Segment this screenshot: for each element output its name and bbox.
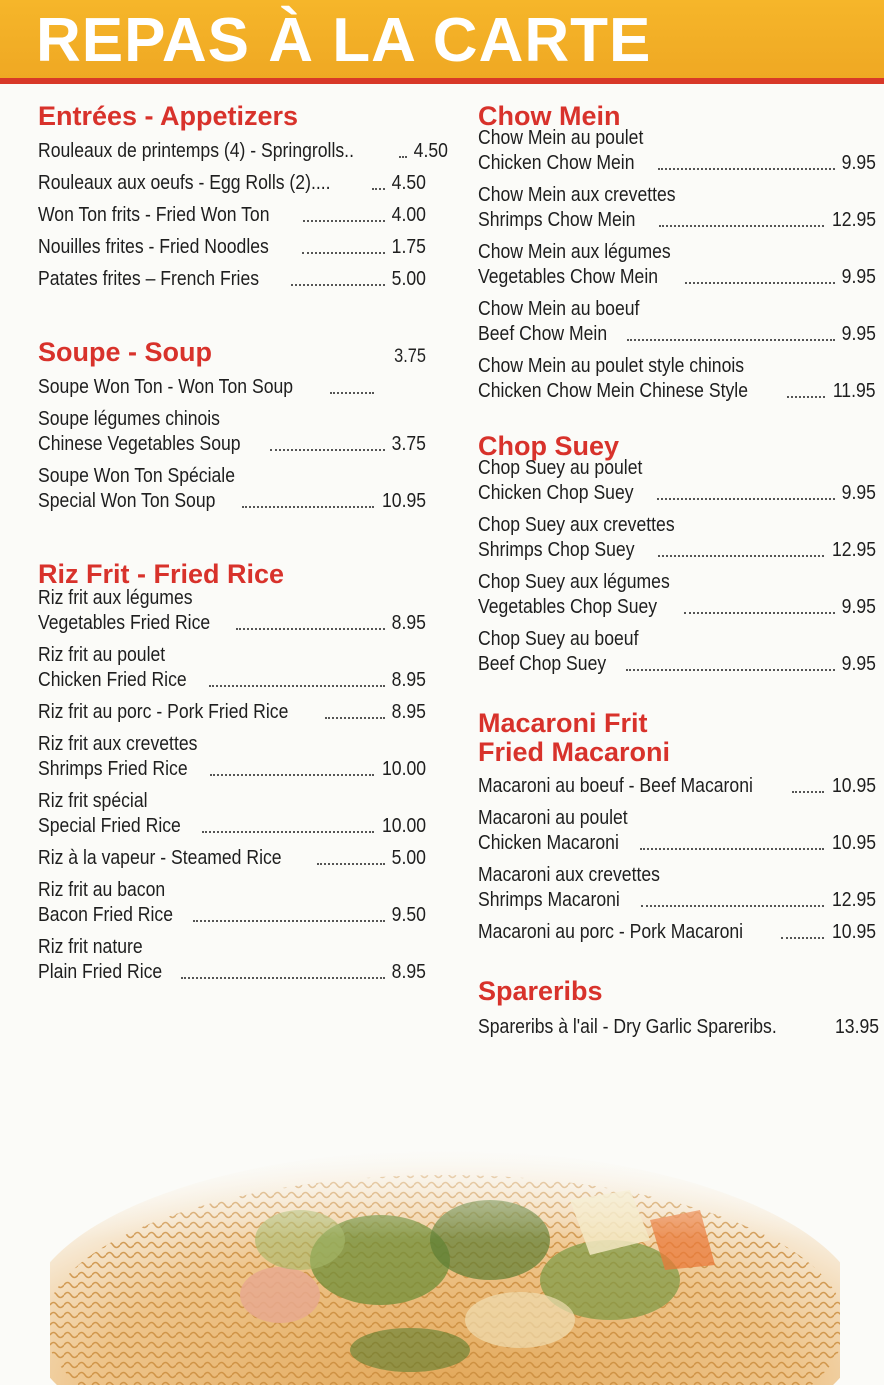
item-name: Special Won Ton Soup xyxy=(38,490,216,512)
menu-item xyxy=(38,878,426,928)
menu-item xyxy=(478,570,876,620)
item-name-fr: Chop Suey au boeuf xyxy=(478,628,639,650)
item-name-fr: Riz frit aux légumes xyxy=(38,587,193,609)
leader-dots xyxy=(209,685,385,687)
menu-item xyxy=(38,171,426,196)
item-name-fr: Riz frit nature xyxy=(38,936,143,958)
menu-item xyxy=(38,586,426,636)
item-price: 4.00 xyxy=(391,204,426,226)
leader-dots xyxy=(658,168,835,170)
item-name-fr: Riz frit au bacon xyxy=(38,879,166,901)
item-name: Chicken Chow Mein Chinese Style xyxy=(478,380,748,402)
leader-dots xyxy=(659,225,824,227)
item-name-fr: Soupe Won Ton Spéciale xyxy=(38,465,236,487)
menu-item xyxy=(478,456,876,506)
leader-dots xyxy=(193,920,385,922)
leader-dots xyxy=(787,396,826,398)
item-price: 8.95 xyxy=(391,669,426,691)
item-price: 13.95 xyxy=(835,1016,880,1038)
item-name-fr: Chow Mein aux légumes xyxy=(478,241,671,263)
menu-items xyxy=(478,774,876,945)
item-price: 8.95 xyxy=(391,701,426,723)
leader-dots xyxy=(684,612,836,614)
item-name: Beef Chow Mein xyxy=(478,323,608,345)
item-price: 5.00 xyxy=(391,268,426,290)
menu-items xyxy=(38,586,426,985)
item-name: Shrimps Chop Suey xyxy=(478,539,635,561)
leader-dots xyxy=(781,937,824,939)
item-price: 10.95 xyxy=(831,921,876,943)
item-name-fr: Chow Mein aux crevettes xyxy=(478,184,676,206)
menu-item xyxy=(478,126,876,176)
item-name: Rouleaux aux oeufs - Egg Rolls (2).... xyxy=(38,172,331,194)
item-price: 8.95 xyxy=(391,612,426,634)
item-name-fr: Riz frit au poulet xyxy=(38,644,166,666)
noodle-dish-illustration xyxy=(50,1120,840,1385)
item-name: Shrimps Chow Mein xyxy=(478,209,636,231)
item-price: 9.95 xyxy=(841,323,876,345)
leader-dots xyxy=(302,252,385,254)
leader-dots xyxy=(181,977,385,979)
item-price: 10.00 xyxy=(381,815,426,837)
section-title xyxy=(478,709,670,767)
item-price: 10.95 xyxy=(831,832,876,854)
section-title: Entrées - Appetizers xyxy=(38,101,299,131)
item-price: 3.75 xyxy=(391,433,426,455)
menu-item xyxy=(38,139,448,164)
item-name: Macaroni au boeuf - Beef Macaroni xyxy=(478,775,753,797)
item-name: Rouleaux de printemps (4) - Springrolls.. xyxy=(38,140,354,162)
menu-item xyxy=(38,464,426,514)
menu-item xyxy=(38,407,426,457)
item-name: Shrimps Macaroni xyxy=(478,889,620,911)
item-price: 10.95 xyxy=(381,490,426,512)
item-name-fr: Chow Mein au poulet xyxy=(478,127,644,149)
item-price: 8.95 xyxy=(391,961,426,983)
item-price: 9.95 xyxy=(841,152,876,174)
section-spareribs xyxy=(478,975,880,1040)
item-name: Macaroni au porc - Pork Macaroni xyxy=(478,921,744,943)
item-name-fr: Chop Suey aux crevettes xyxy=(478,514,675,536)
item-name: Won Ton frits - Fried Won Ton xyxy=(38,204,270,226)
leader-dots xyxy=(657,498,835,500)
item-price: 5.00 xyxy=(391,847,426,869)
menu-item xyxy=(478,1015,880,1040)
item-price: 11.95 xyxy=(833,380,876,402)
item-name: Chicken Chow Mein xyxy=(478,152,635,174)
section-chow-mein xyxy=(478,100,876,404)
item-price: 10.00 xyxy=(381,758,426,780)
section-macaroni xyxy=(478,709,876,945)
item-name: Riz à la vapeur - Steamed Rice xyxy=(38,847,282,869)
menu-item xyxy=(478,863,876,913)
item-name-fr: Soupe légumes chinois xyxy=(38,408,220,430)
item-name-fr: Chow Mein au poulet style chinois xyxy=(478,355,745,377)
item-name: Riz frit au porc - Pork Fried Rice xyxy=(38,701,289,723)
section-title: Chow Mein xyxy=(478,101,621,131)
item-name-fr: Chow Mein au boeuf xyxy=(478,298,640,320)
item-name: Chicken Macaroni xyxy=(478,832,619,854)
left-column xyxy=(38,100,448,985)
item-price: 4.50 xyxy=(391,172,426,194)
menu-item xyxy=(38,643,426,693)
menu-item xyxy=(38,375,426,400)
section-title: Chop Suey xyxy=(478,431,620,461)
menu-item xyxy=(478,240,876,290)
menu-item xyxy=(478,297,876,347)
menu-item xyxy=(38,700,426,725)
item-name: Beef Chop Suey xyxy=(478,653,607,675)
item-name-fr: Macaroni au poulet xyxy=(478,807,628,829)
item-name: Soupe Won Ton - Won Ton Soup xyxy=(38,376,294,398)
menu-item xyxy=(478,183,876,233)
item-name-fr: Riz frit spécial xyxy=(38,790,148,812)
section-soup xyxy=(38,336,426,514)
item-price: 12.95 xyxy=(831,889,876,911)
leader-dots xyxy=(236,628,385,630)
item-name: Chicken Fried Rice xyxy=(38,669,187,691)
item-name-fr: Chop Suey au poulet xyxy=(478,457,643,479)
menu-item xyxy=(478,354,876,404)
leader-dots xyxy=(640,848,824,850)
item-price: 9.95 xyxy=(841,596,876,618)
item-name: Bacon Fried Rice xyxy=(38,904,173,926)
section-appetizers xyxy=(38,100,448,292)
item-name: Spareribs à l'ail - Dry Garlic Spareribs. xyxy=(478,1016,777,1038)
leader-dots xyxy=(242,506,374,508)
leader-dots xyxy=(291,284,385,286)
item-name: Chicken Chop Suey xyxy=(478,482,634,504)
item-name-fr: Riz frit aux crevettes xyxy=(38,733,198,755)
menu-item xyxy=(38,732,426,782)
leader-dots xyxy=(627,339,835,341)
item-name-fr: Chop Suey aux légumes xyxy=(478,571,670,593)
leader-dots xyxy=(626,669,835,671)
leader-dots xyxy=(658,555,824,557)
item-name-fr: Macaroni aux crevettes xyxy=(478,864,660,886)
item-price: 4.50 xyxy=(413,140,448,162)
leader-dots xyxy=(325,717,386,719)
leader-dots xyxy=(303,220,385,222)
section-title: Spareribs xyxy=(478,976,603,1006)
item-name: Vegetables Fried Rice xyxy=(38,612,211,634)
section-title: Soupe - Soup xyxy=(38,337,212,367)
section-fried-rice xyxy=(38,558,426,985)
menu-item xyxy=(478,627,876,677)
leader-dots xyxy=(372,188,385,190)
menu-item xyxy=(478,513,876,563)
page-title: REPAS À LA CARTE xyxy=(36,6,652,75)
section-price: 3.75 xyxy=(394,346,426,367)
leader-dots xyxy=(685,282,835,284)
section-chop-suey xyxy=(478,430,876,677)
item-name: Nouilles frites - Fried Noodles xyxy=(38,236,269,258)
item-price: 1.75 xyxy=(391,236,426,258)
menu-item xyxy=(38,789,426,839)
item-price: 9.95 xyxy=(841,266,876,288)
item-name: Special Fried Rice xyxy=(38,815,181,837)
leader-dots xyxy=(641,905,824,907)
item-name: Shrimps Fried Rice xyxy=(38,758,188,780)
menu-items xyxy=(478,1015,880,1040)
section-title: Riz Frit - Fried Rice xyxy=(38,559,285,589)
food-photo xyxy=(50,1120,840,1385)
leader-dots xyxy=(210,774,374,776)
item-name: Vegetables Chop Suey xyxy=(478,596,658,618)
section-title-line2: Fried Macaroni xyxy=(478,737,671,767)
item-price: 10.95 xyxy=(831,775,876,797)
leader-dots xyxy=(792,791,824,793)
leader-dots xyxy=(317,863,385,865)
menu-item xyxy=(478,806,876,856)
item-price: 12.95 xyxy=(831,539,876,561)
menu-item xyxy=(38,267,426,292)
right-column xyxy=(478,100,880,1040)
menu-item xyxy=(478,774,876,799)
leader-dots xyxy=(330,392,374,394)
item-price: 12.95 xyxy=(831,209,876,231)
item-price: 9.95 xyxy=(841,482,876,504)
item-name: Chinese Vegetables Soup xyxy=(38,433,241,455)
menu-items xyxy=(38,139,448,292)
item-price: 9.50 xyxy=(391,904,426,926)
leader-dots xyxy=(399,156,407,158)
item-price: 9.95 xyxy=(841,653,876,675)
menu-items xyxy=(38,375,426,514)
menu-items xyxy=(478,456,876,677)
item-name: Vegetables Chow Mein xyxy=(478,266,659,288)
menu-items xyxy=(478,126,876,404)
leader-dots xyxy=(202,831,374,833)
item-name: Plain Fried Rice xyxy=(38,961,163,983)
menu-item xyxy=(38,846,426,871)
menu-banner xyxy=(0,0,884,84)
section-title-line1: Macaroni Frit xyxy=(478,708,648,738)
menu-item xyxy=(38,235,426,260)
menu-item xyxy=(38,935,426,985)
leader-dots xyxy=(270,449,385,451)
item-name: Patates frites – French Fries xyxy=(38,268,260,290)
menu-item xyxy=(478,920,876,945)
menu-item xyxy=(38,203,426,228)
